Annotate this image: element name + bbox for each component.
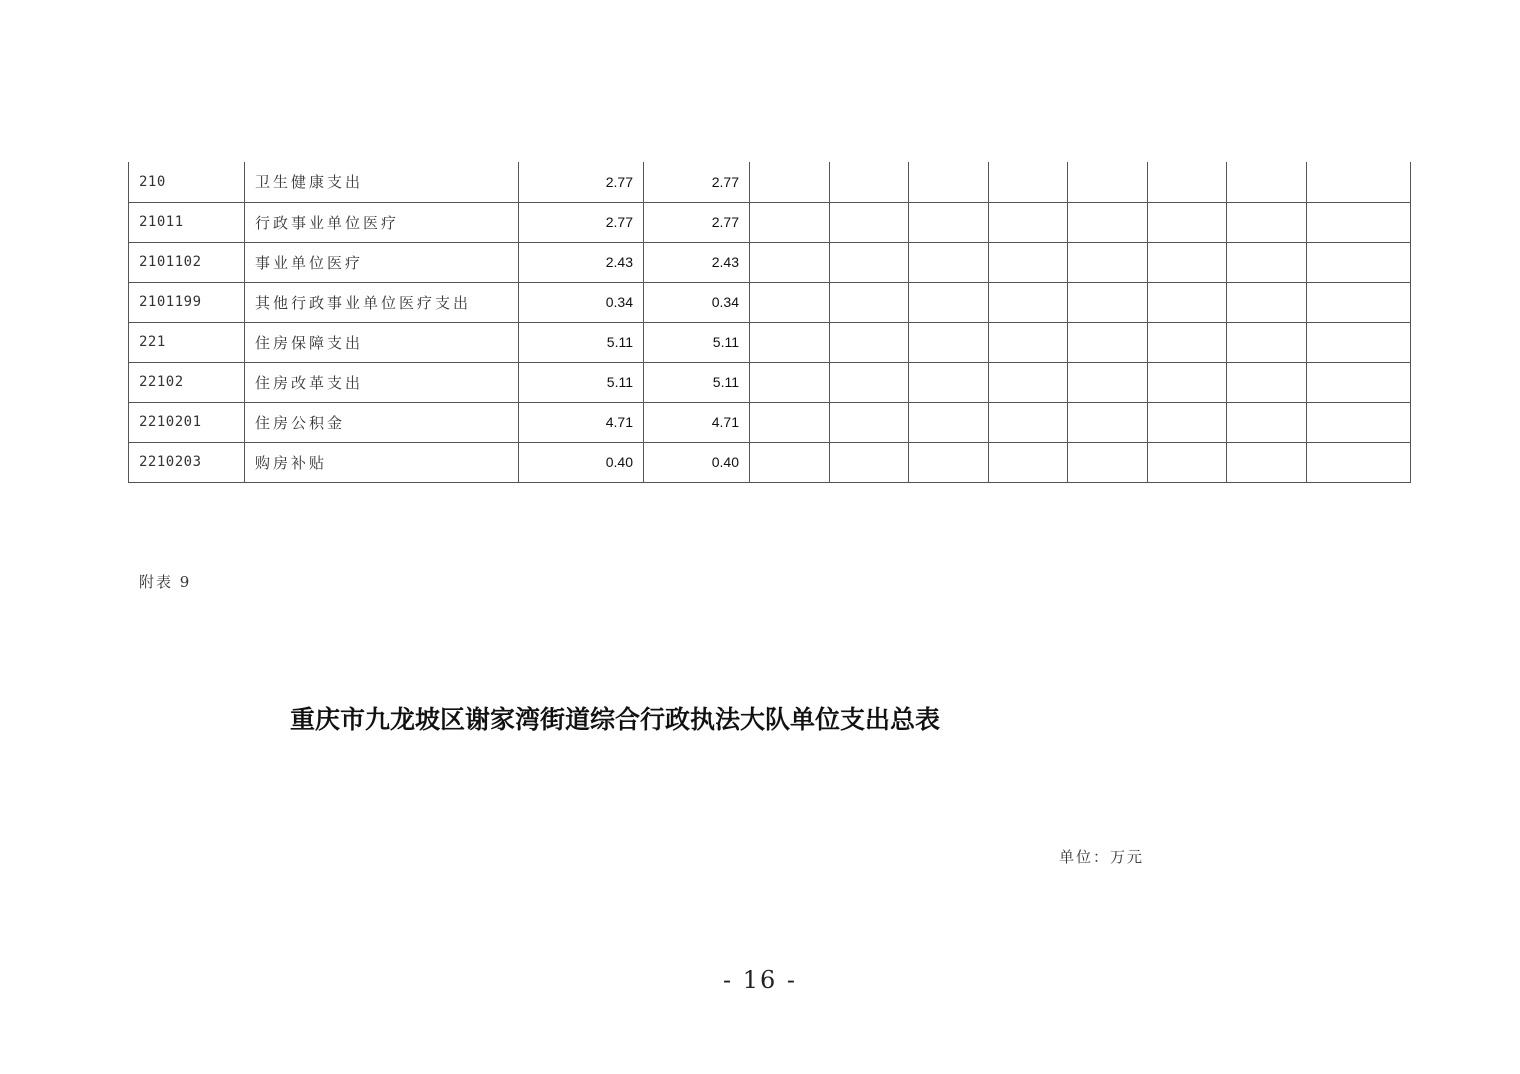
empty-cell	[989, 362, 1068, 402]
subject-name: 住房改革支出	[245, 362, 519, 402]
basic-amount: 0.40	[644, 442, 750, 482]
unit-label: 单位：万元	[1059, 848, 1145, 866]
empty-cell	[1068, 162, 1148, 202]
empty-cell	[750, 162, 830, 202]
subject-name: 事业单位医疗	[245, 242, 519, 282]
empty-cell	[1148, 202, 1227, 242]
subject-code: 210	[129, 162, 245, 202]
subject-name: 住房保障支出	[245, 322, 519, 362]
empty-cell	[1068, 282, 1148, 322]
empty-cell	[1068, 362, 1148, 402]
empty-cell	[1148, 282, 1227, 322]
empty-cell	[909, 322, 989, 362]
empty-cell	[830, 442, 909, 482]
total-amount: 2.43	[519, 242, 644, 282]
empty-cell	[1148, 242, 1227, 282]
empty-cell	[1068, 202, 1148, 242]
subject-name: 其他行政事业单位医疗支出	[245, 282, 519, 322]
empty-cell	[909, 402, 989, 442]
expenditure-table	[128, 162, 1411, 483]
empty-cell	[989, 202, 1068, 242]
total-amount: 2.77	[519, 162, 644, 202]
table-row	[129, 402, 1411, 442]
empty-cell	[1148, 442, 1227, 482]
empty-cell	[830, 162, 909, 202]
empty-cell	[909, 242, 989, 282]
table-row	[129, 442, 1411, 482]
subject-name: 住房公积金	[245, 402, 519, 442]
subject-code: 2101199	[129, 282, 245, 322]
subject-code: 22102	[129, 362, 245, 402]
empty-cell	[909, 202, 989, 242]
basic-amount: 5.11	[644, 362, 750, 402]
empty-cell	[989, 162, 1068, 202]
page-title: 重庆市九龙坡区谢家湾街道综合行政执法大队单位支出总表	[290, 705, 941, 734]
total-amount: 5.11	[519, 322, 644, 362]
total-amount: 2.77	[519, 202, 644, 242]
empty-cell	[989, 242, 1068, 282]
total-amount: 5.11	[519, 362, 644, 402]
empty-cell	[750, 402, 830, 442]
subject-name: 卫生健康支出	[245, 162, 519, 202]
basic-amount: 2.77	[644, 162, 750, 202]
empty-cell	[750, 242, 830, 282]
empty-cell	[750, 202, 830, 242]
empty-cell	[830, 322, 909, 362]
page-number: - 16 -	[722, 966, 797, 994]
empty-cell	[1227, 242, 1307, 282]
empty-cell	[909, 162, 989, 202]
empty-cell	[909, 362, 989, 402]
empty-cell	[830, 362, 909, 402]
empty-cell	[989, 442, 1068, 482]
table-row	[129, 162, 1411, 202]
empty-cell	[830, 402, 909, 442]
empty-cell	[1068, 322, 1148, 362]
empty-cell	[909, 442, 989, 482]
empty-cell	[1227, 442, 1307, 482]
empty-cell	[1227, 402, 1307, 442]
empty-cell	[750, 282, 830, 322]
empty-cell	[909, 282, 989, 322]
empty-cell	[1307, 242, 1411, 282]
empty-cell	[830, 282, 909, 322]
basic-amount: 0.34	[644, 282, 750, 322]
table-row	[129, 202, 1411, 242]
empty-cell	[1148, 402, 1227, 442]
subject-code: 2101102	[129, 242, 245, 282]
empty-cell	[1148, 322, 1227, 362]
empty-cell	[750, 442, 830, 482]
table-row	[129, 282, 1411, 322]
empty-cell	[1307, 162, 1411, 202]
table-row	[129, 362, 1411, 402]
subject-code: 21011	[129, 202, 245, 242]
total-amount: 0.40	[519, 442, 644, 482]
empty-cell	[989, 322, 1068, 362]
basic-amount: 2.43	[644, 242, 750, 282]
basic-amount: 4.71	[644, 402, 750, 442]
empty-cell	[1307, 402, 1411, 442]
subject-name: 行政事业单位医疗	[245, 202, 519, 242]
subject-code: 221	[129, 322, 245, 362]
empty-cell	[1148, 362, 1227, 402]
empty-cell	[1227, 282, 1307, 322]
empty-cell	[1068, 442, 1148, 482]
empty-cell	[830, 202, 909, 242]
empty-cell	[1307, 282, 1411, 322]
table-row	[129, 242, 1411, 282]
empty-cell	[1307, 442, 1411, 482]
basic-amount: 5.11	[644, 322, 750, 362]
empty-cell	[1227, 202, 1307, 242]
empty-cell	[1148, 162, 1227, 202]
appendix-label: 附表 9	[139, 573, 192, 591]
empty-cell	[1227, 362, 1307, 402]
basic-amount: 2.77	[644, 202, 750, 242]
empty-cell	[750, 362, 830, 402]
table-row	[129, 322, 1411, 362]
total-amount: 0.34	[519, 282, 644, 322]
subject-name: 购房补贴	[245, 442, 519, 482]
empty-cell	[1068, 402, 1148, 442]
empty-cell	[750, 322, 830, 362]
empty-cell	[1307, 322, 1411, 362]
empty-cell	[989, 282, 1068, 322]
subject-code: 2210203	[129, 442, 245, 482]
empty-cell	[1068, 242, 1148, 282]
empty-cell	[1227, 322, 1307, 362]
empty-cell	[989, 402, 1068, 442]
subject-code: 2210201	[129, 402, 245, 442]
total-amount: 4.71	[519, 402, 644, 442]
empty-cell	[1307, 202, 1411, 242]
empty-cell	[1227, 162, 1307, 202]
empty-cell	[1307, 362, 1411, 402]
empty-cell	[830, 242, 909, 282]
